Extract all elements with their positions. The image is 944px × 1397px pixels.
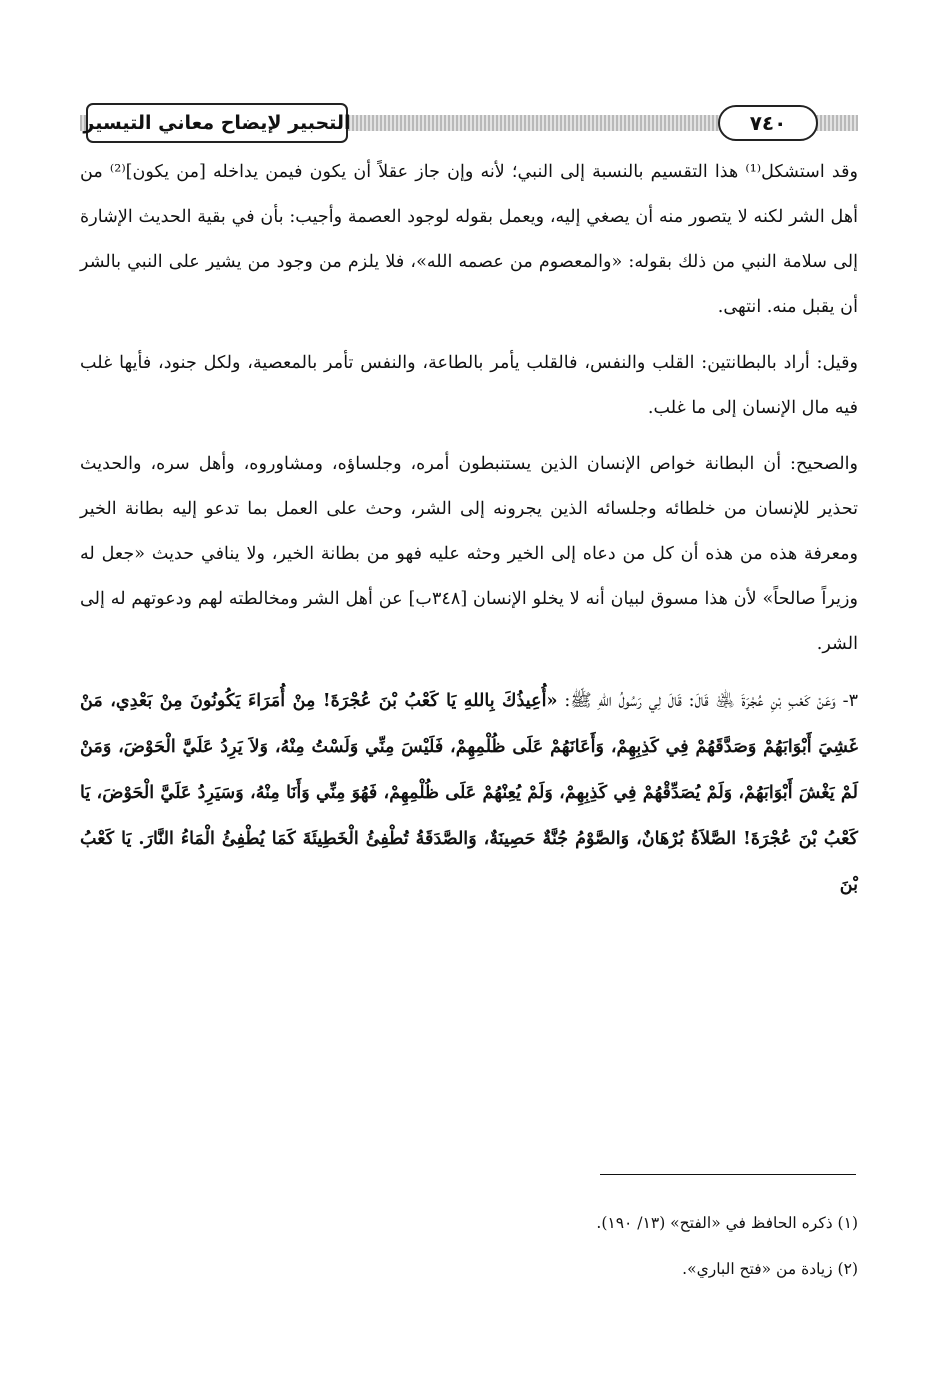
footnote-separator — [600, 1174, 856, 1175]
paragraph-3: والصحيح: أن البطانة خواص الإنسان الذين يستنبطون أمره، وجلساؤه، ومشاوروه، وأهل سره، والحديث تحذير للإنسان من خلطائه وجلسائه الذين يجرونه إلى الشر، وحث على العمل بما تدعو إليه بطانة الخير ومعرفة هذه من هذه أن كل من دعاه إلى الخير وحثه عليه فهو من بطانة الخير، ولا ينافي حديث «جعل له وزيراً صالحاً» لأن هذا مسوق لبيان أنه لا يخلو الإنسان [٣٤٨ب] عن أهل الشر ومخالطته لهم ودعوتهم له إلى الشر. — [80, 454, 858, 654]
page-header — [80, 103, 858, 147]
page-number: ٧٤٠ — [718, 105, 818, 141]
paragraph-4-hadith — [80, 678, 858, 908]
hadith-narration-intro: ٣- وَعَنْ كَعْبِ بْنِ عُجْرَةَ ﵁ قَالَ: قَالَ لِي رَسُولُ اللهِ ﷺ: — [564, 691, 859, 711]
paragraph-2: وقيل: أراد بالبطانتين: القلب والنفس، فالقلب يأمر بالطاعة، والنفس تأمر بالمعصية، ولكل جنود، فأيها غلب فيه مال الإنسان إلى ما غلب. — [80, 353, 858, 418]
paragraph-1: وقد استشكل⁽¹⁾ هذا التقسيم بالنسبة إلى النبي؛ لأنه وإن جاز عقلاً أن يكون فيمن يداخله [من يكون]⁽²⁾ من أهل الشر لكنه لا يتصور منه أن يصغي إليه، ويعمل بقوله لوجود العصمة وأجيب: بأن في بقية الحديث الإشارة إلى سلامة النبي من ذلك بقوله: «والمعصوم من عصمه الله»، فلا يلزم من وجود من يشير على النبي بالشر أن يقبل منه. انتهى. — [80, 162, 858, 317]
hadith-text: «أُعِيذُكَ بِاللهِ يَا كَعْبُ بْنَ عُجْرَةَ! مِنْ أُمَرَاءَ يَكُونُونَ مِنْ بَعْدِي، مَنْ غَشِيَ أَبْوَابَهُمْ وَصَدَّقَهُمْ فِي كَذِبِهِمْ، وَأَعَانَهُمْ عَلَى ظُلْمِهِمْ، فَلَيْسَ مِنِّي وَلَسْتُ مِنْهُ، وَلاَ يَرِدُ عَلَيَّ الْحَوْضَ، وَمَنْ لَمْ يَغْشَ أَبْوَابَهُمْ، وَلَمْ يُصَدِّقْهُمْ فِي كَذِبِهِمْ، وَلَمْ يُعِنْهُمْ عَلَى ظُلْمِهِمْ، فَهُوَ مِنِّي وَأَنَا مِنْهُ، وَسَيَرِدُ عَلَيَّ الْحَوْضَ، يَا كَعْبُ بْنَ عُجْرَةَ! الصَّلاَةُ بُرْهَانٌ، وَالصَّوْمُ جُنَّةٌ حَصِينَةٌ، وَالصَّدَقَةُ تُطْفِئُ الْخَطِيئَةَ كَمَا يُطْفِئُ الْمَاءُ النَّارَ. يَا كَعْبُ بْنَ — [80, 690, 858, 895]
main-text — [80, 150, 858, 908]
footnote-1: (١) ذكره الحافظ في «الفتح» (١٣/ ١٩٠). — [596, 1214, 858, 1232]
book-title: التحبير لإيضاح معاني التيسير — [86, 103, 348, 143]
footnote-2: (٢) زيادة من «فتح الباري». — [682, 1260, 858, 1278]
footnotes — [80, 1200, 858, 1292]
